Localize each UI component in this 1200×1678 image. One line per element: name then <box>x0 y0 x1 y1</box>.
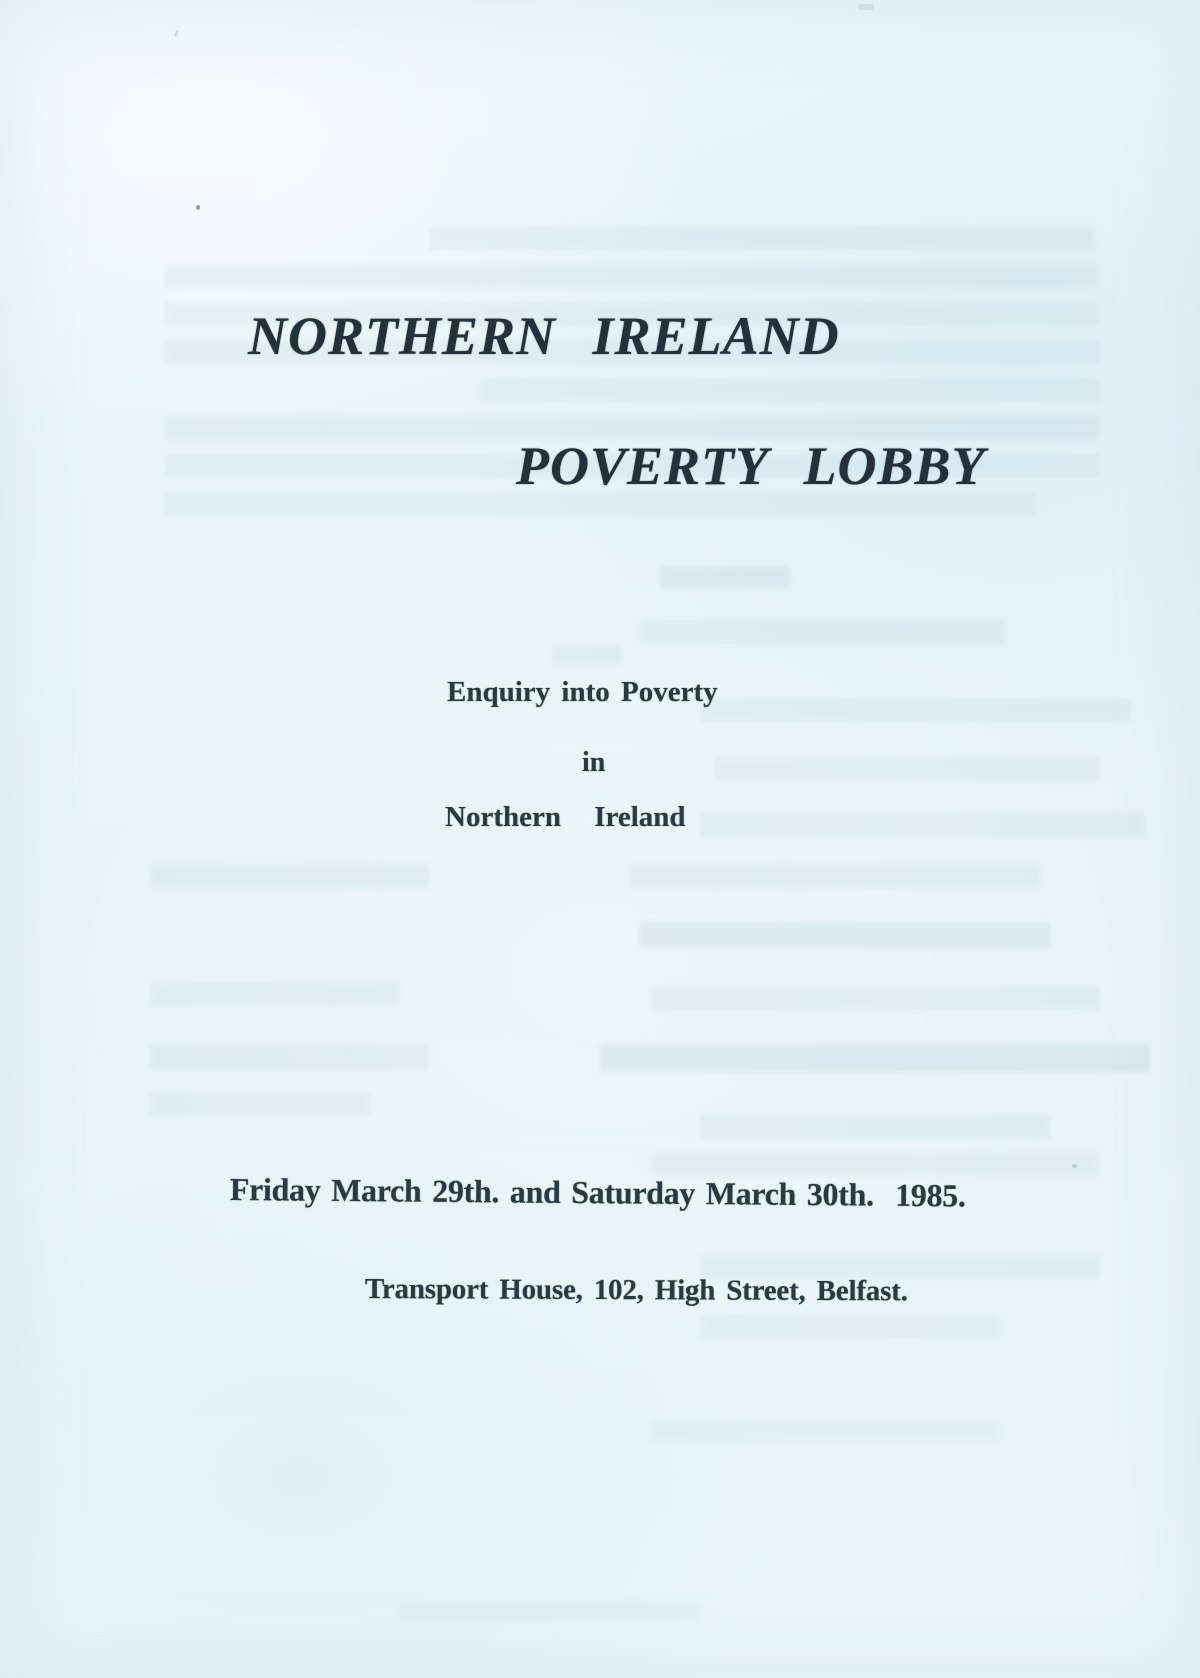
scan-speck <box>1072 1164 1077 1168</box>
event-date-line: Friday March 29th. and Saturday March 30th. 1985. <box>229 1171 966 1214</box>
scan-speck <box>858 4 874 10</box>
subtitle-in: in <box>582 747 606 778</box>
venue-address-line: Transport House, 102, High Street, Belfast. <box>364 1273 908 1308</box>
title-line-1: NORTHERN IRELAND <box>248 306 840 366</box>
scan-speck <box>196 205 200 210</box>
subtitle-enquiry: Enquiry into Poverty <box>447 676 718 708</box>
subtitle-region: Northern Ireland <box>445 801 686 833</box>
title-line-2: POVERTY LOBBY <box>516 436 986 496</box>
